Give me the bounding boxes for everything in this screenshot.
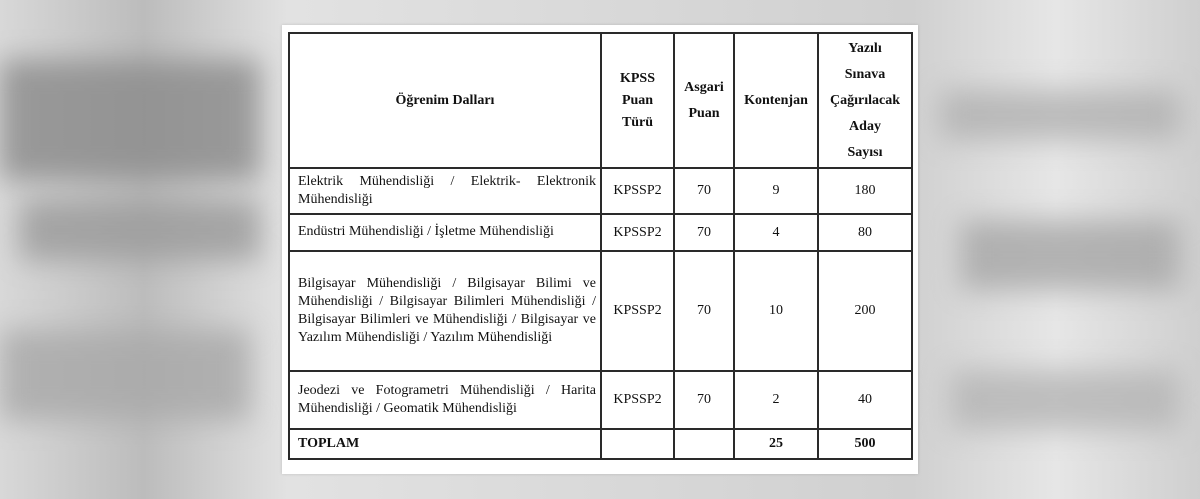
kpss-cell: KPSSP2 [601,251,674,371]
total-row [289,429,912,459]
total-candidates: 500 [818,429,912,459]
kpss-cell: KPSSP2 [601,168,674,214]
quota-cell: 2 [734,371,818,429]
kpss-cell: KPSSP2 [601,214,674,251]
table-header-row [289,33,912,168]
header-field: Öğrenim Dalları [289,33,601,168]
table-row [289,214,912,251]
total-label: TOPLAM [289,429,601,459]
table-row [289,168,912,214]
field-cell: Elektrik Mühendisliği / Elektrik- Elektronik Mühendisliği [289,168,601,214]
candidates-cell: 40 [818,371,912,429]
quota-cell: 4 [734,214,818,251]
field-cell: Bilgisayar Mühendisliği / Bilgisayar Bilimi ve Mühendisliği / Bilgisayar Bilimleri Mühendisliği / Bilgisayar Bilimleri ve Mühendisliği / Bilgisayar ve Yazılım Mühendisliği / Yazılım Mühendisliği [289,251,601,371]
table-row [289,371,912,429]
min-score-cell: 70 [674,371,734,429]
header-min-score: Asgari Puan [674,33,734,168]
candidates-cell: 180 [818,168,912,214]
field-cell: Endüstri Mühendisliği / İşletme Mühendisliği [289,214,601,251]
header-quota: Kontenjan [734,33,818,168]
header-kpss: KPSS Puan Türü [601,33,674,168]
candidates-cell: 80 [818,214,912,251]
kpss-cell: KPSSP2 [601,371,674,429]
quota-cell: 9 [734,168,818,214]
min-score-cell: 70 [674,214,734,251]
candidates-cell: 200 [818,251,912,371]
field-cell: Jeodezi ve Fotogrametri Mühendisliği / Harita Mühendisliği / Geomatik Mühendisliği [289,371,601,429]
total-kpss-empty [601,429,674,459]
total-min-score-empty [674,429,734,459]
quota-cell: 10 [734,251,818,371]
header-candidates: Yazılı Sınava Çağırılacak Aday Sayısı [818,33,912,168]
min-score-cell: 70 [674,251,734,371]
total-quota: 25 [734,429,818,459]
min-score-cell: 70 [674,168,734,214]
document-page [282,25,918,474]
table-row [289,251,912,371]
admission-table [288,32,913,460]
